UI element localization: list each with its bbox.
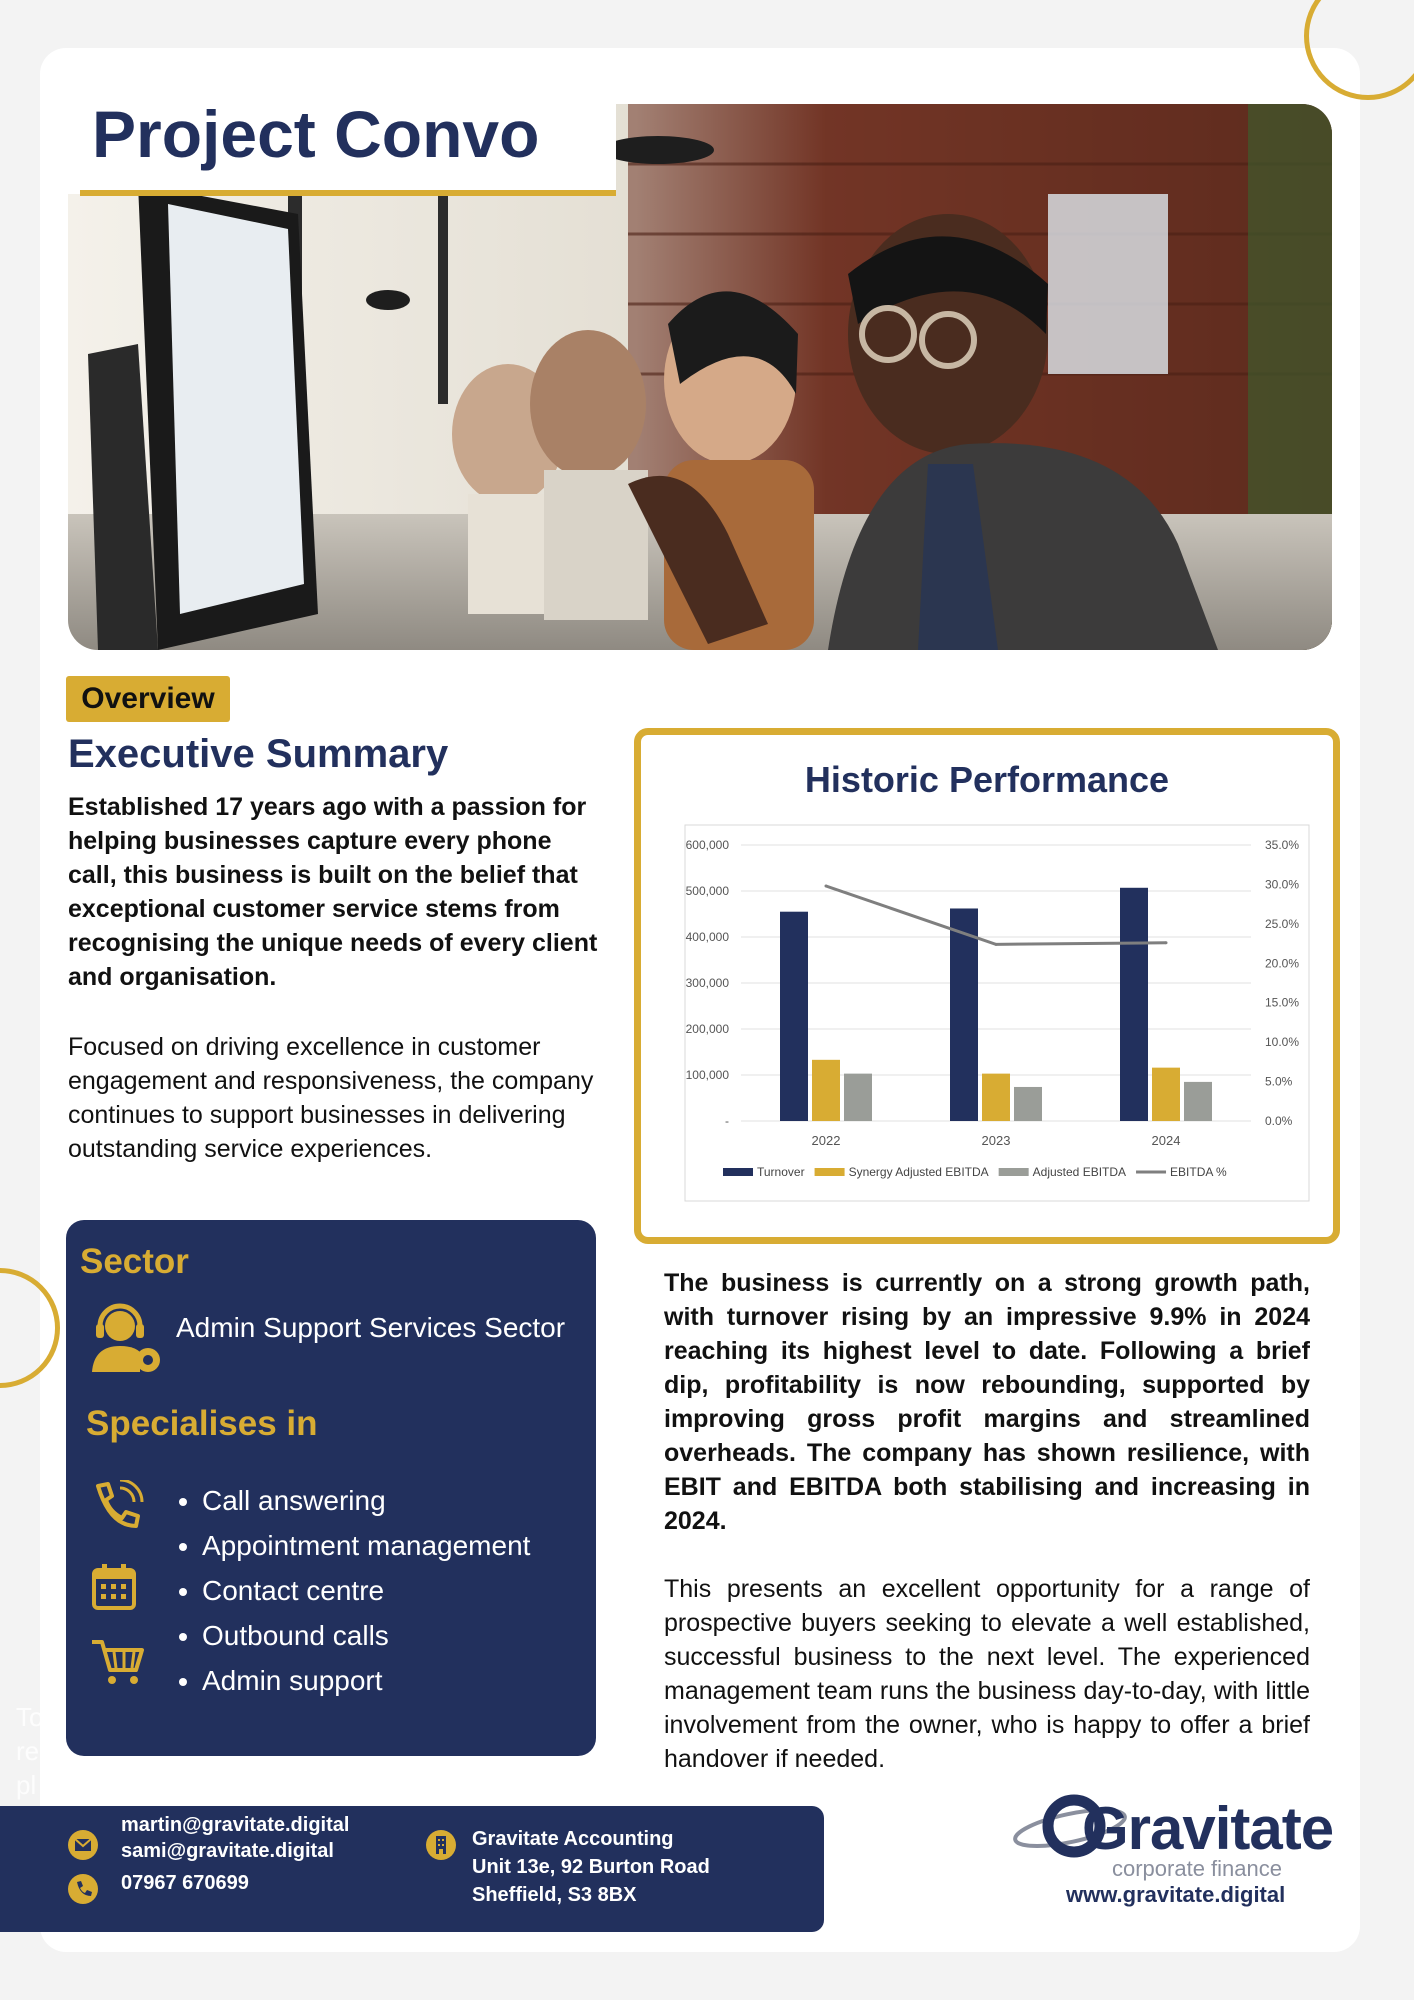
- executive-summary-body: Focused on driving excellence in customer engagement and responsiveness, the company continues to support businesses in delivering outstanding service experiences.: [68, 1033, 594, 1163]
- address-line-1: Unit 13e, 92 Burton Road: [472, 1856, 710, 1878]
- phone-number[interactable]: 07967 670699: [121, 1872, 249, 1894]
- bar-turnover-2024: [1120, 888, 1148, 1121]
- performance-lead: The business is currently on a strong growth path, with turnover rising by an impressive 9.9% in 2024 reaching its highest level to date. Following a brief dip, profitability is now rebounding, supported by improving gross profit margins and streamlined overheads. The company has shown resilience, with EBIT and EBITDA both stabilising and increasing in 2024.: [664, 1269, 1310, 1535]
- bar-synergy-adjusted-ebitda-2023: [982, 1074, 1010, 1121]
- y-left-tick-label: 600,000: [685, 838, 729, 852]
- y-right-tick-label: 30.0%: [1265, 877, 1300, 892]
- logo-wordmark: Gravitate: [1082, 1795, 1334, 1862]
- y-left-tick-label: 200,000: [685, 1022, 729, 1036]
- bar-adjusted-ebitda-2024: [1184, 1082, 1212, 1121]
- list-item: • Contact centre: [202, 1568, 530, 1613]
- email-primary[interactable]: martin@gravitate.digital: [121, 1814, 350, 1836]
- contact-footer: [0, 1806, 824, 1932]
- faded-background-text: To re pl: [16, 1702, 44, 1800]
- x-tick-label: 2022: [811, 1133, 841, 1148]
- chart-title: Historic Performance: [804, 759, 1170, 800]
- mail-icon: [68, 1830, 98, 1860]
- y-right-tick-label: 0.0%: [1265, 1114, 1293, 1128]
- y-left-tick-label: 300,000: [685, 976, 729, 990]
- sector-value: Admin Support Services Sector: [176, 1312, 566, 1343]
- x-tick-label: 2023: [981, 1133, 1011, 1148]
- bar-adjusted-ebitda-2022: [844, 1074, 872, 1121]
- legend-swatch: [815, 1168, 845, 1176]
- line-point-ebitda-percent: [1165, 941, 1168, 944]
- legend-label: EBITDA %: [1170, 1165, 1227, 1179]
- page-title: Project Convo: [92, 97, 540, 171]
- y-right-tick-label: 25.0%: [1265, 916, 1300, 931]
- legend-swatch: [999, 1168, 1029, 1176]
- specialises-heading: Specialises in: [86, 1404, 318, 1443]
- chart-canvas: [641, 735, 1333, 1237]
- email-secondary[interactable]: sami@gravitate.digital: [121, 1840, 334, 1862]
- company-name: Gravitate Accounting: [472, 1828, 674, 1850]
- bar-turnover-2023: [950, 908, 978, 1121]
- cart-icon: [90, 1638, 146, 1691]
- bar-turnover-2022: [780, 912, 808, 1121]
- x-tick-label: 2024: [1151, 1133, 1181, 1148]
- list-item: • Call answering: [202, 1478, 530, 1523]
- legend-label: Turnover: [757, 1165, 805, 1179]
- y-right-tick-label: 35.0%: [1265, 838, 1300, 852]
- y-left-tick-label: 400,000: [685, 930, 729, 944]
- list-item: • Admin support: [202, 1658, 530, 1703]
- bar-adjusted-ebitda-2023: [1014, 1087, 1042, 1121]
- logo-tagline: corporate finance: [1112, 1856, 1282, 1881]
- legend-label: Synergy Adjusted EBITDA: [848, 1165, 989, 1179]
- y-left-tick-label: 100,000: [685, 1068, 729, 1082]
- website-link[interactable]: www.gravitate.digital: [1066, 1882, 1286, 1907]
- line-ebitda-percent: [826, 886, 1166, 944]
- list-item: • Outbound calls: [202, 1613, 530, 1658]
- bar-synergy-adjusted-ebitda-2024: [1152, 1068, 1180, 1121]
- headset-gear-icon: [88, 1300, 166, 1385]
- gravitate-logo: [1008, 1788, 1334, 1908]
- title-underline: [80, 190, 616, 196]
- y-right-tick-label: 20.0%: [1265, 956, 1300, 971]
- phone-icon: [68, 1874, 98, 1904]
- building-icon: [426, 1830, 456, 1860]
- sector-heading: Sector: [80, 1242, 189, 1281]
- specialisms-list: [176, 1478, 530, 1703]
- legend-label: Adjusted EBITDA: [1032, 1165, 1127, 1179]
- line-point-ebitda-percent: [825, 885, 828, 888]
- y-right-tick-label: 5.0%: [1265, 1074, 1293, 1089]
- y-left-tick-label: 500,000: [685, 884, 729, 898]
- executive-summary-heading: Executive Summary: [68, 732, 449, 776]
- calendar-icon: [92, 1564, 136, 1615]
- line-point-ebitda-percent: [995, 943, 998, 946]
- y-left-tick-label: -: [725, 1114, 729, 1128]
- executive-summary-lead: Established 17 years ago with a passion for helping businesses capture every phone call, this business is built on the belief that exceptional customer service stems from recognising the unique needs of every client and organisation.: [68, 793, 598, 991]
- list-item: • Appointment management: [202, 1523, 530, 1568]
- y-right-tick-label: 10.0%: [1265, 1035, 1300, 1050]
- address-line-2: Sheffield, S3 8BX: [472, 1884, 637, 1906]
- bar-synergy-adjusted-ebitda-2022: [812, 1060, 840, 1121]
- overview-tag: Overview: [66, 676, 230, 722]
- sector-panel: [66, 1220, 596, 1756]
- legend-swatch: [723, 1168, 753, 1176]
- phone-icon: [90, 1480, 146, 1537]
- y-right-tick-label: 15.0%: [1265, 995, 1300, 1010]
- historic-performance-chart: [634, 728, 1340, 1244]
- performance-body: This presents an excellent opportunity for a range of prospective buyers seeking to elevate a well established, successful business to the next level. The experienced management team runs the business day-to-day, with little involvement from the owner, who is happy to offer a brief handover if needed.: [664, 1575, 1310, 1773]
